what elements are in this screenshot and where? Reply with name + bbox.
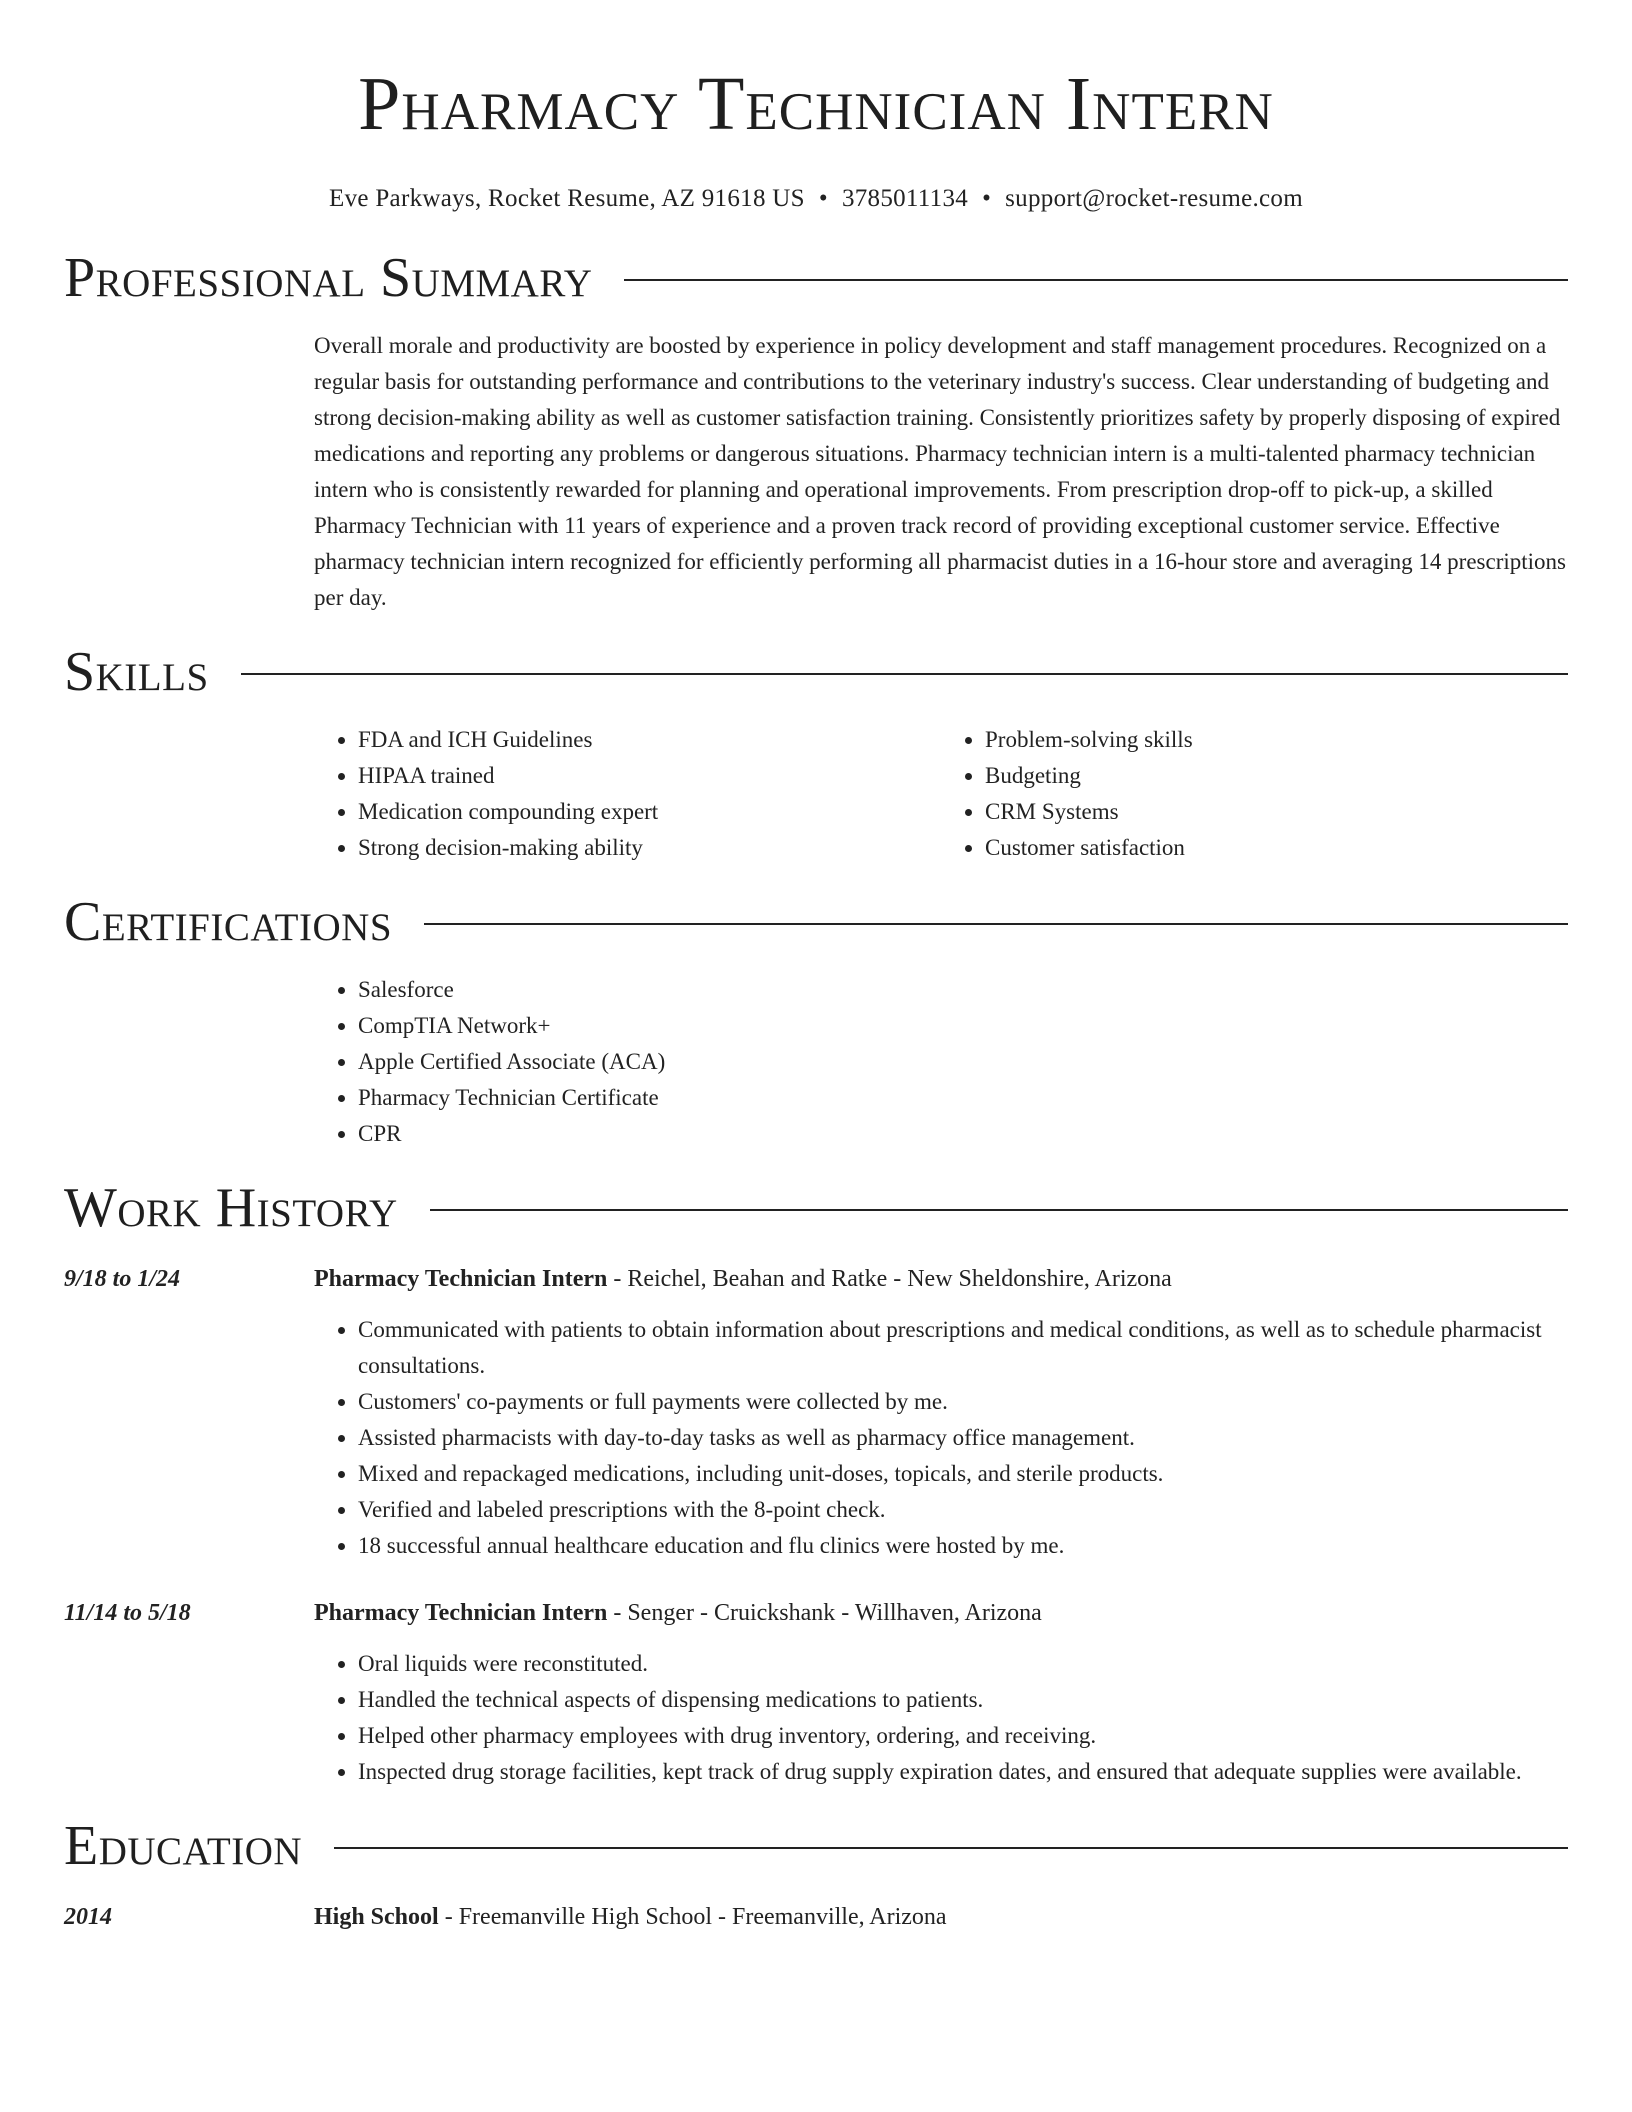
job-bullet: • Oral liquids were reconstituted. <box>358 1646 1568 1682</box>
certification-item: • Apple Certified Associate (ACA) <box>358 1044 1568 1080</box>
job-employer: - Reichel, Beahan and Ratke - New Sheldonshire, Arizona <box>607 1266 1172 1292</box>
job-bullets <box>314 1312 1568 1564</box>
skills-section-header <box>64 640 1568 704</box>
job-bullet: • Assisted pharmacists with day-to-day tasks as well as pharmacy office management. <box>358 1420 1568 1456</box>
job-bullet-list <box>314 1646 1568 1790</box>
education-heading: Education <box>64 1815 303 1877</box>
certifications-items <box>314 972 1568 1152</box>
section-divider <box>334 1847 1568 1849</box>
job-title: Pharmacy Technician Intern <box>314 1600 608 1626</box>
summary-section-header <box>64 246 1568 310</box>
education-section-header <box>64 1814 1568 1878</box>
skill-item: • CRM Systems <box>985 794 1568 830</box>
skills-column-right <box>941 722 1568 866</box>
education-year: 2014 <box>64 1904 112 1930</box>
job-title-line <box>314 1596 1042 1630</box>
contact-phone: 3785011134 <box>841 185 969 212</box>
skill-item: • FDA and ICH Guidelines <box>358 722 941 758</box>
job-bullet: • Customers' co-payments or full payments were collected by me. <box>358 1384 1568 1420</box>
skill-item: • Budgeting <box>985 758 1568 794</box>
work-heading: Work History <box>64 1177 398 1239</box>
job-bullet: • Inspected drug storage facilities, kept track of drug supply expiration dates, and ensured that adequate supplies were available. <box>358 1754 1568 1790</box>
contact-email[interactable]: support@rocket-resume.com <box>1005 185 1303 212</box>
skill-item: • Customer satisfaction <box>985 830 1568 866</box>
certifications-list <box>314 972 1568 1152</box>
job-dates: 11/14 to 5/18 <box>64 1600 191 1626</box>
certification-item: • CompTIA Network+ <box>358 1008 1568 1044</box>
contact-separator: • <box>982 185 992 212</box>
work-section-header <box>64 1176 1568 1240</box>
job-bullet: • Handled the technical aspects of dispensing medications to patients. <box>358 1682 1568 1718</box>
job-title: Pharmacy Technician Intern <box>314 1266 608 1292</box>
job-dates: 9/18 to 1/24 <box>64 1266 181 1292</box>
education-school: - Freemanville High School - Freemanville, Arizona <box>438 1904 947 1930</box>
skill-item: • Strong decision-making ability <box>358 830 941 866</box>
job-header <box>64 1262 1568 1296</box>
candidate-name: Pharmacy Technician Intern <box>358 62 1274 146</box>
education-entry <box>64 1900 1568 1934</box>
job-bullet: • Helped other pharmacy employees with drug inventory, ordering, and receiving. <box>358 1718 1568 1754</box>
education-header <box>64 1900 1568 1934</box>
skills-heading: Skills <box>64 641 209 703</box>
skills-list <box>314 722 1568 866</box>
section-divider <box>430 1209 1568 1211</box>
job-bullet-list <box>314 1312 1568 1564</box>
job-bullet: • Verified and labeled prescriptions with the 8-point check. <box>358 1492 1568 1528</box>
job-employer: - Senger - Cruickshank - Willhaven, Arizona <box>607 1600 1042 1626</box>
summary-heading: Professional Summary <box>64 247 593 309</box>
summary-body <box>314 328 1568 616</box>
job-header <box>64 1596 1568 1630</box>
certification-item: • CPR <box>358 1116 1568 1152</box>
job-bullets <box>314 1646 1568 1790</box>
skill-item: • Problem-solving skills <box>985 722 1568 758</box>
certifications-heading: Certifications <box>64 891 393 953</box>
skill-item: • Medication compounding expert <box>358 794 941 830</box>
certification-item: • Salesforce <box>358 972 1568 1008</box>
job-title-line <box>314 1262 1172 1296</box>
education-title-line <box>314 1900 947 1934</box>
skills-column-left <box>314 722 941 866</box>
section-divider <box>424 923 1568 925</box>
contact-address: Eve Parkways, Rocket Resume, AZ 91618 US <box>329 185 805 212</box>
summary-text: Overall morale and productivity are boosted by experience in policy development and staff management procedures. Recognized on a regular basis for outstanding performance and contributions to the veterinary industry's success. Clear understanding of budgeting and strong decision-making ability as well as customer satisfaction training. Consistently prioritizes safety by properly disposing of expired medications and reporting any problems or dangerous situations. Pharmacy technician intern is a multi-talented pharmacy technician intern who is consistently rewarded for planning and operational improvements. From prescription drop-off to pick-up, a skilled Pharmacy Technician with 11 years of experience and a proven track record of providing exceptional customer service. Effective pharmacy technician intern recognized for efficiently performing all pharmacist duties in a 16-hour store and averaging 14 prescriptions per day. <box>314 333 1566 610</box>
contact-separator: • <box>818 185 828 212</box>
skill-item: • HIPAA trained <box>358 758 941 794</box>
contact-line <box>64 182 1568 216</box>
job-entry <box>64 1262 1568 1564</box>
section-divider <box>624 279 1568 281</box>
job-bullet: • Mixed and repackaged medications, including unit-doses, topicals, and sterile products. <box>358 1456 1568 1492</box>
education-degree: High School <box>314 1904 439 1930</box>
certification-item: • Pharmacy Technician Certificate <box>358 1080 1568 1116</box>
job-bullet: • Communicated with patients to obtain information about prescriptions and medical conditions, as well as to schedule pharmacist consultations. <box>358 1312 1568 1384</box>
section-divider <box>241 673 1568 675</box>
certifications-section-header <box>64 890 1568 954</box>
job-entry <box>64 1596 1568 1790</box>
job-bullet: • 18 successful annual healthcare education and flu clinics were hosted by me. <box>358 1528 1568 1564</box>
